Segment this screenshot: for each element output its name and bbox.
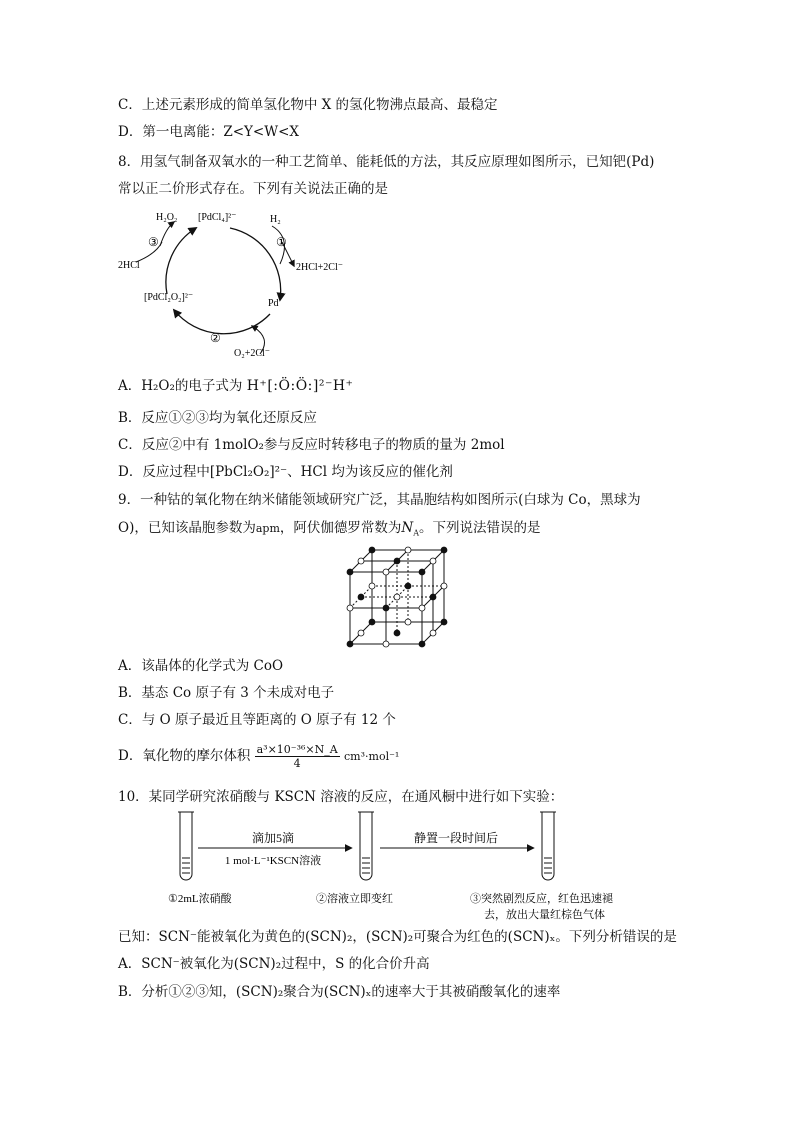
label-step1: ① [276,235,287,249]
q9-stem-text-a: O)，已知该晶胞参数为 [118,520,256,536]
q10-stem: 10．某同学研究浓硝酸与 KSCN 溶液的反应，在通风橱中进行如下实验： [118,789,564,805]
q9-option-d-prefix: D．氧化物的摩尔体积 [118,748,251,764]
tube3-label-line1: ③突然剧烈反应，红色迅速褪 [470,893,613,905]
q9-stem-line1: 9．一种钴的氧化物在纳米储能领域研究广泛，其晶胞结构如图所示(白球为 Co，黑球为 [118,492,641,508]
q8-stem-line1: 8．用氢气制备双氧水的一种工艺简单、能耗低的方法，其反应原理如图所示，已知钯(Pd) [118,154,655,170]
cycle-arc-step3 [166,228,196,294]
cycle-arc-step1 [230,228,281,300]
q10-experiment-diagram [168,808,638,924]
test-tube-2 [358,812,374,880]
q8-option-a-prefix: A．H₂O₂的电子式为 [118,378,243,394]
q8-option-c: C．反应②中有 1molO₂参与反应时转移电子的物质的量为 2mol [118,437,505,453]
label-h2o2: H₂O₂ [156,212,178,223]
crystal-cell-diagram [342,546,452,648]
q7-option-d: D．第一电离能：Z<Y<W<X [118,124,300,140]
q9-stem-text-c: 。下列说法错误的是 [418,520,541,536]
q8-stem-line2: 常以正二价形式存在。下列有关说法正确的是 [118,181,388,197]
q8-option-a [118,377,353,395]
q10-option-a: A．SCN⁻被氧化为(SCN)₂过程中，S 的化合价升高 [118,956,430,972]
q9-option-a: A．该晶体的化学式为 CoO [118,658,284,674]
avogadro-symbol: N [401,520,414,536]
q9-option-d [118,740,399,773]
avogadro-subscript: A [413,528,419,538]
arrow1-top-label: 滴加5滴 [251,831,295,845]
test-tube-1 [178,812,194,880]
q7-option-c: C．上述元素形成的简单氢化物中 X 的氢化物沸点最高、最稳定 [118,97,498,113]
q10-known: 已知：SCN⁻能被氧化为黄色的(SCN)₂，(SCN)₂可聚合为红色的(SCN)ₓ。下列分析错误的是 [118,929,677,945]
q8-reaction-cycle-diagram [112,206,362,364]
q9-option-b: B．基态 Co 原子有 3 个未成对电子 [118,685,335,701]
q10-option-b: B．分析①②③知，(SCN)₂聚合为(SCN)ₓ的速率大于其被硝酸氧化的速率 [118,984,561,1000]
label-pdcl2o2: [PdCl₂O₂]²⁻ [144,292,194,303]
molar-volume-fraction [255,743,340,770]
q8-option-b: B．反应①②③均为氧化还原反应 [118,410,317,426]
tube2-label: ②溶液立即变红 [316,893,393,905]
label-in2: O₂+2Cl⁻ [234,348,271,359]
fraction-numerator: a³×10⁻³⁶×N_A [256,743,338,756]
arrow2-top-label: 静置一段时间后 [413,831,499,845]
test-tube-3 [540,812,556,880]
label-out1: 2HCl+2Cl⁻ [296,262,344,273]
label-step2: ② [210,331,221,345]
q9-stem-text-b: ，阿伏伽德罗常数为 [279,520,402,536]
tube3-label-line2: 去，放出大量红棕色气体 [484,909,605,921]
q9-option-c: C．与 O 原子最近且等距离的 O 原子有 12 个 [118,712,396,728]
molar-volume-unit: cm³·mol⁻¹ [344,750,400,763]
q8-option-d: D．反应过程中[PbCl₂O₂]²⁻、HCl 均为该反应的催化剂 [118,464,453,480]
q9-stem-line2 [118,519,540,543]
label-pd: Pd [268,298,279,309]
fraction-denominator: 4 [293,757,301,770]
arrow1-bottom-label: 1 mol·L⁻¹KSCN溶液 [224,855,322,867]
label-pdcl4: [PdCl₄]²⁻ [198,212,237,223]
label-h2: H₂ [270,214,281,225]
label-in3: 2HCl [118,260,140,271]
h2o2-electron-formula: H⁺[:Ö:Ö:]²⁻H⁺ [246,378,354,394]
lattice-parameter: apm [255,522,280,535]
tube1-label: ①2mL浓硝酸 [168,893,232,905]
label-step3: ③ [148,235,159,249]
cycle-arc-step2 [174,310,270,334]
